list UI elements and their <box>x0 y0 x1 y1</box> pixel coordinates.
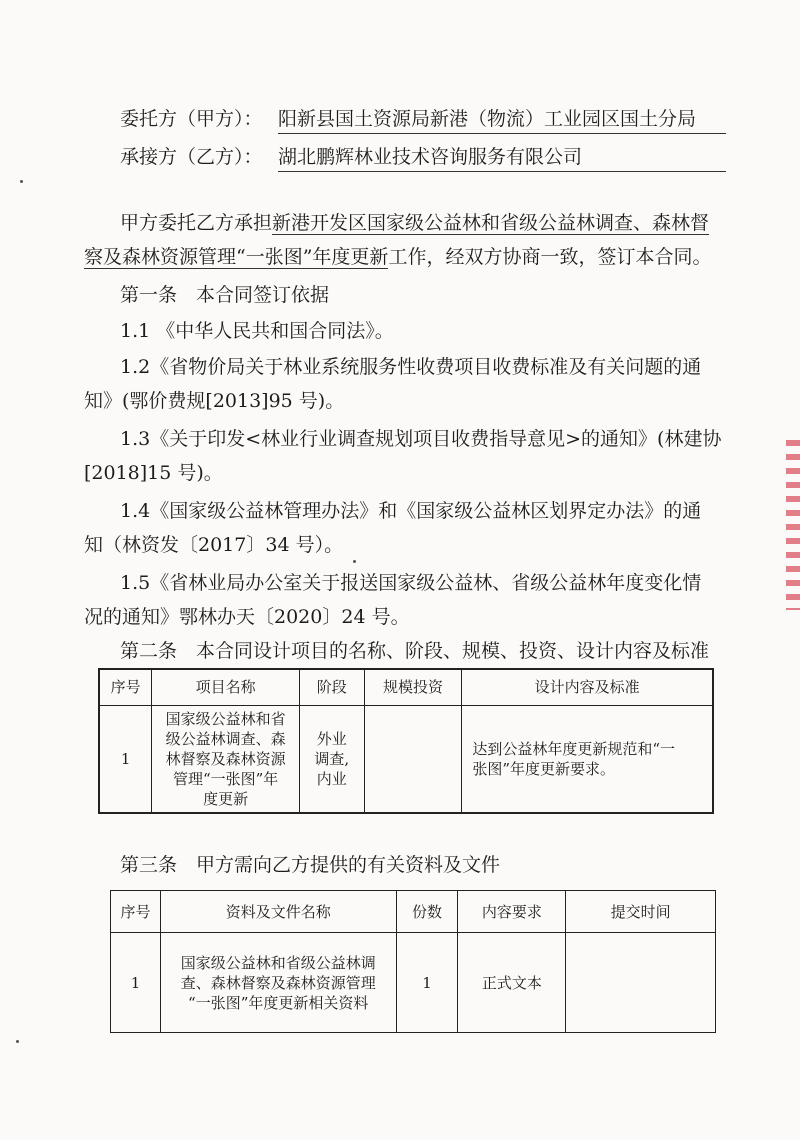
seal-edge-mark <box>786 440 800 610</box>
design-project-table <box>98 668 714 814</box>
intro-line-2 <box>84 244 711 270</box>
article-1-heading: 第一条 本合同签订依据 <box>120 284 330 306</box>
col-header: 设计内容及标准 <box>462 669 713 705</box>
col-header: 项目名称 <box>152 669 300 705</box>
scan-speck <box>20 180 23 183</box>
cell-line: “一张图”年度更新相关资料 <box>188 993 369 1012</box>
col-header: 份数 <box>396 891 458 933</box>
table-header-row <box>99 669 713 705</box>
table-row <box>111 933 716 1033</box>
requirement-cell: 正式文本 <box>458 933 566 1033</box>
copies-cell: 1 <box>396 933 458 1033</box>
cell-line: 林督察及森林资源 <box>165 749 286 768</box>
basis-item: 1.5《省林业局办公室关于报送国家级公益林、省级公益林年度变化情 <box>120 572 702 594</box>
basis-item-cont: 知》(鄂价费规[2013]95 号)。 <box>84 390 345 412</box>
col-header: 序号 <box>99 669 152 705</box>
basis-item: 1.4《国家级公益林管理办法》和《国家级公益林区划界定办法》的通 <box>120 500 702 522</box>
stage-cell <box>299 705 364 813</box>
scan-speck <box>16 1040 19 1043</box>
cell-line: 调查, <box>314 749 350 768</box>
intro-text: 甲方委托乙方承担 <box>120 212 273 234</box>
table-row <box>99 705 713 813</box>
cell-line: 管理“一张图”年 <box>172 769 279 788</box>
cell-line: 查、森林督察及森林资源管理 <box>180 973 376 992</box>
basis-item-cont: 况的通知》鄂林办天〔2020〕24 号。 <box>84 606 410 628</box>
submit-time-cell <box>566 933 716 1033</box>
basis-item: 1.1 《中华人民共和国合同法》。 <box>120 320 394 342</box>
cell-line: 度更新 <box>203 789 249 808</box>
basis-item: 1.2《省物价局关于林业系统服务性收费项目收费标准及有关问题的通 <box>120 356 702 378</box>
intro-line-1 <box>120 210 709 236</box>
project-name-cell <box>152 705 300 813</box>
cell-line: 达到公益林年度更新规范和“一 <box>472 739 676 758</box>
article-2-heading: 第二条 本合同设计项目的名称、阶段、规模、投资、设计内容及标准 <box>120 640 710 662</box>
col-header: 规模投资 <box>364 669 462 705</box>
intro-text-end: 工作，经双方协商一致，签订本合同。 <box>388 246 712 268</box>
cell-line: 国家级公益林和省级公益林调 <box>180 953 376 972</box>
project-name-part-1: 新港开发区国家级公益林和省级公益林调查、森林督 <box>272 212 710 234</box>
project-name-part-2: 察及森林资源管理“一张图”年度更新 <box>84 246 389 268</box>
scale-investment-cell <box>364 705 462 813</box>
col-header: 内容要求 <box>458 891 566 933</box>
cell-line: 内业 <box>316 769 347 788</box>
article-3-heading: 第三条 甲方需向乙方提供的有关资料及文件 <box>120 854 501 876</box>
cell-line: 外业 <box>316 729 347 748</box>
col-header: 阶段 <box>299 669 364 705</box>
scan-speck <box>353 560 356 563</box>
material-name-cell <box>160 933 396 1033</box>
basis-item-cont: 知（林资发〔2017〕34 号）。 <box>84 534 344 556</box>
design-content-cell <box>462 705 713 813</box>
col-header: 序号 <box>111 891 161 933</box>
materials-table <box>110 890 716 1033</box>
cell-line: 张图”年度更新要求。 <box>472 759 616 778</box>
basis-item: 1.3《关于印发<林业行业调查规划项目收费指导意见>的通知》(林建协 <box>120 428 722 450</box>
client-label: 委托方（甲方）： <box>120 108 263 130</box>
col-header: 资料及文件名称 <box>160 891 396 933</box>
contractor-name: 湖北鹏辉林业技术咨询服务有限公司 <box>278 142 726 172</box>
cell-line: 级公益林调查、森 <box>165 729 286 748</box>
row-number: 1 <box>111 933 161 1033</box>
table-header-row <box>111 891 716 933</box>
contractor-label: 承接方（乙方）： <box>120 146 263 168</box>
col-header: 提交时间 <box>566 891 716 933</box>
client-name: 阳新县国土资源局新港（物流）工业园区国土分局 <box>278 104 726 134</box>
cell-line: 国家级公益林和省 <box>165 709 286 728</box>
basis-item-cont: [2018]15 号)。 <box>84 462 223 484</box>
row-number: 1 <box>99 705 152 813</box>
